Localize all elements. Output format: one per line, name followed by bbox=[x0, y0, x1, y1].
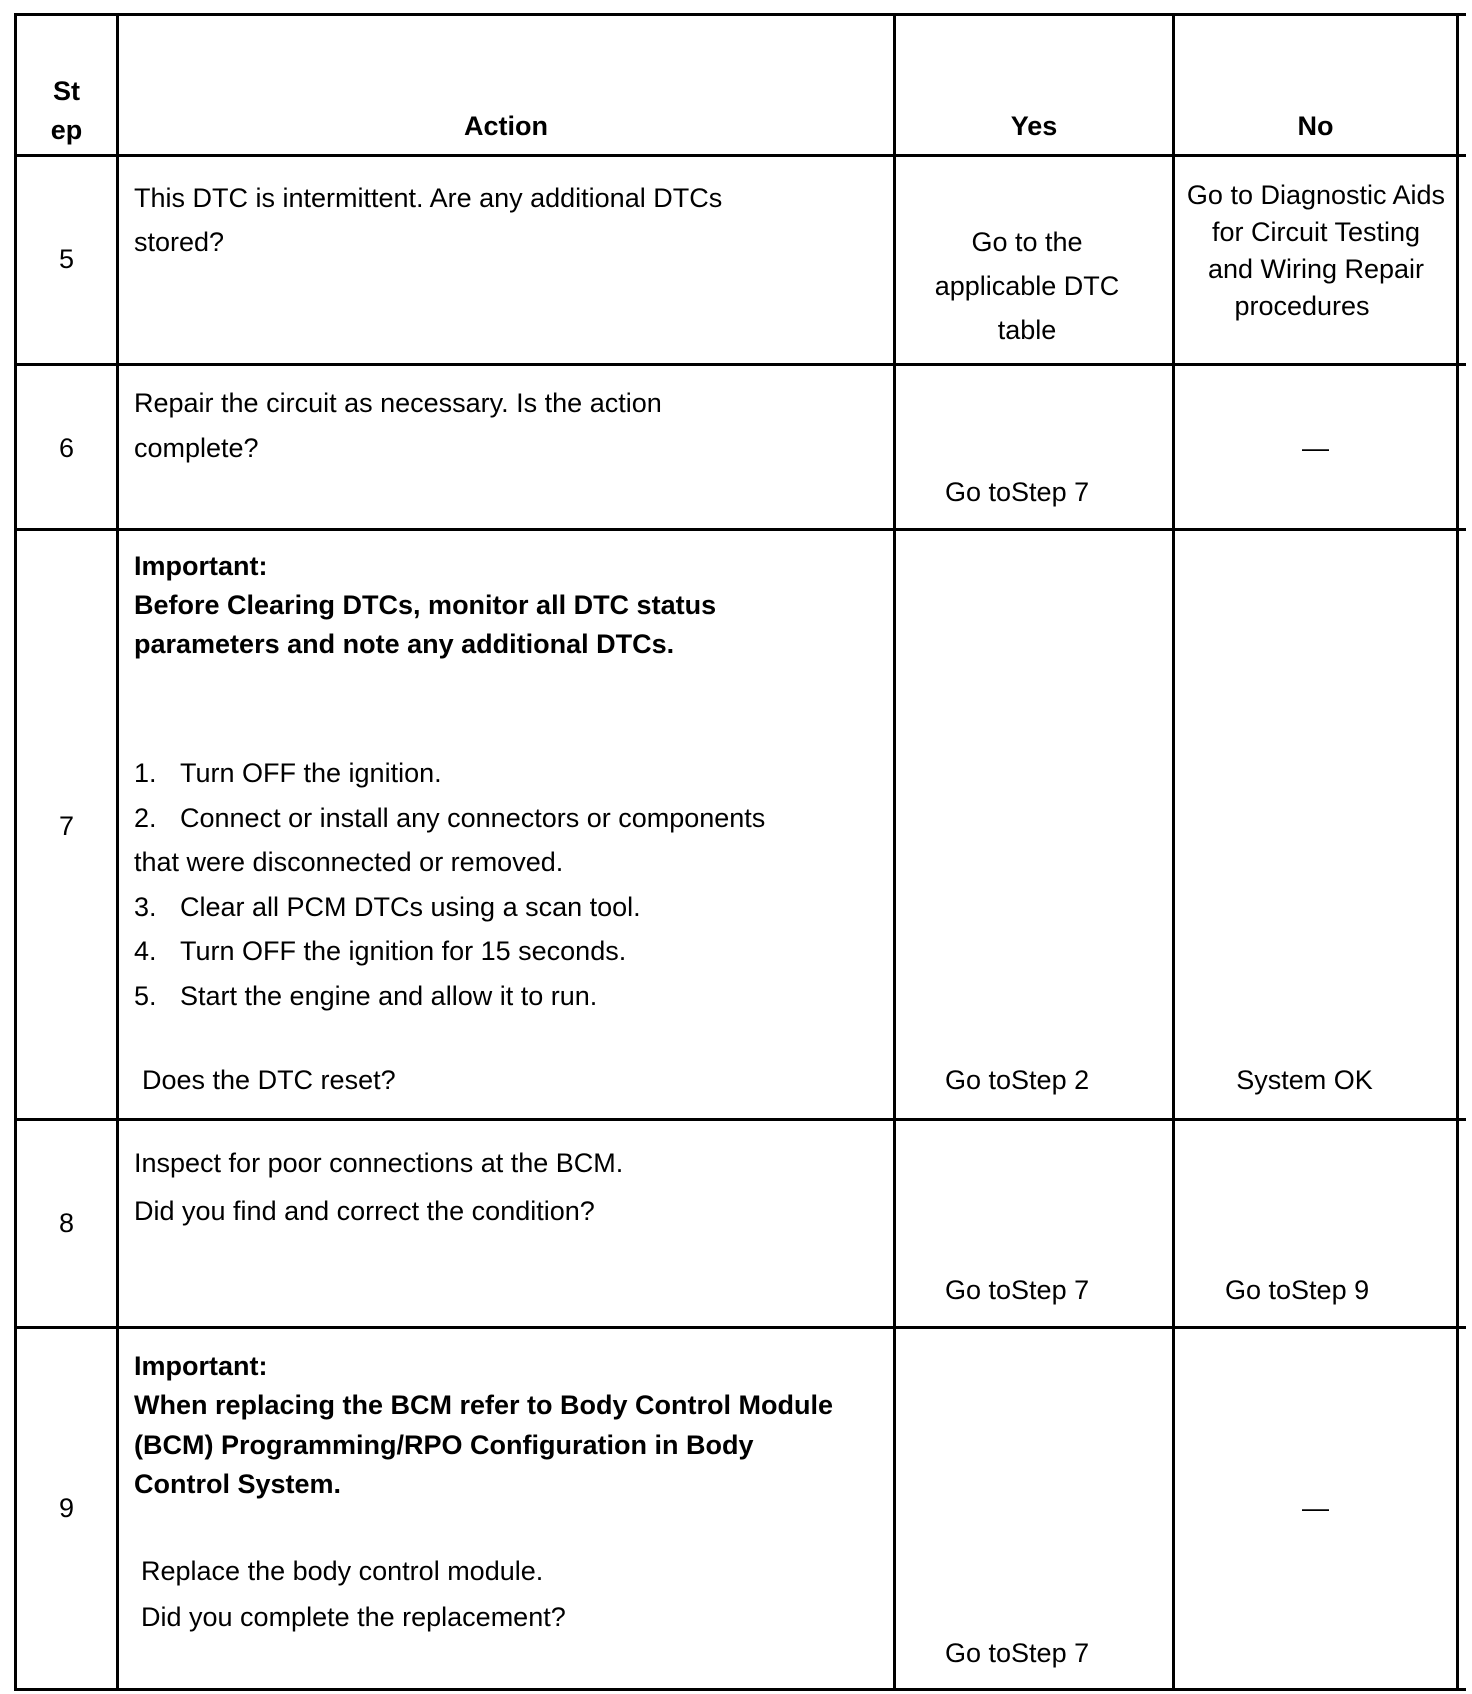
row9-important-line3: Control System. bbox=[134, 1468, 342, 1499]
row7-steps-list bbox=[134, 751, 889, 1019]
row6-yes: Go toStep 7 bbox=[945, 477, 1090, 507]
row5-yes-line3: table bbox=[997, 315, 1057, 345]
row7-important-label: Important: bbox=[134, 551, 268, 581]
row6-action-line2: complete? bbox=[134, 433, 259, 463]
header-yes: Yes bbox=[1010, 111, 1058, 141]
row7-important-line1: Before Clearing DTCs, monitor all DTC status bbox=[134, 590, 717, 620]
row9-yes: Go toStep 7 bbox=[945, 1638, 1090, 1668]
list-item: 2. Connect or install any connectors or components bbox=[134, 802, 766, 833]
border-row7-bottom bbox=[14, 1118, 1466, 1121]
row9-no: — bbox=[1302, 1493, 1329, 1523]
row5-yes-line2: applicable DTC bbox=[934, 271, 1120, 301]
row8-action-line1: Inspect for poor connections at the BCM. bbox=[134, 1148, 624, 1178]
row7-question: Does the DTC reset? bbox=[142, 1065, 396, 1095]
row9-step: 9 bbox=[58, 1493, 75, 1523]
border-col-step bbox=[116, 13, 119, 1691]
row9-important-line1: When replacing the BCM refer to Body Control Module bbox=[134, 1390, 834, 1421]
row5-yes-line1: Go to the bbox=[971, 227, 1083, 257]
row8-action-line2: Did you find and correct the condition? bbox=[134, 1196, 595, 1226]
row5-no bbox=[1176, 177, 1456, 325]
row7-important-line2: parameters and note any additional DTCs. bbox=[134, 629, 675, 659]
row5-no-line4: procedures bbox=[1234, 291, 1370, 321]
list-item: 5. Start the engine and allow it to run. bbox=[134, 980, 598, 1011]
row6-action bbox=[134, 381, 889, 471]
header-step bbox=[17, 72, 116, 150]
border-top bbox=[14, 13, 1466, 16]
row8-action bbox=[134, 1139, 889, 1235]
border-row8-bottom bbox=[14, 1326, 1466, 1329]
border-bottom bbox=[14, 1688, 1466, 1691]
row5-no-line1: Go to Diagnostic Aids bbox=[1186, 180, 1446, 210]
header-step-line2: ep bbox=[50, 115, 83, 145]
row5-no-line3: and Wiring Repair bbox=[1207, 254, 1425, 284]
border-header-bottom bbox=[14, 154, 1466, 157]
row5-no-line2: for Circuit Testing bbox=[1211, 217, 1421, 247]
row7-yes: Go toStep 2 bbox=[945, 1065, 1090, 1095]
border-right bbox=[1456, 13, 1459, 1691]
row5-step: 5 bbox=[58, 244, 75, 274]
row7-no: System OK bbox=[1236, 1065, 1373, 1095]
list-item-continuation: that were disconnected or removed. bbox=[134, 847, 564, 878]
row6-action-line1: Repair the circuit as necessary. Is the action bbox=[134, 388, 662, 418]
list-item: 1. Turn OFF the ignition. bbox=[134, 758, 442, 788]
border-col-yes bbox=[1172, 13, 1175, 1691]
row9-important-label: Important: bbox=[134, 1351, 268, 1381]
header-no: No bbox=[1297, 111, 1334, 141]
row5-action-line1: This DTC is intermittent. Are any additional DTCs bbox=[134, 183, 723, 213]
row5-action bbox=[134, 176, 889, 264]
border-row6-bottom bbox=[14, 528, 1466, 531]
row9-action-line2: Did you complete the replacement? bbox=[141, 1602, 566, 1632]
header-step-line1: St bbox=[53, 76, 80, 106]
row6-step: 6 bbox=[58, 433, 75, 463]
border-row5-bottom bbox=[14, 363, 1466, 366]
list-item: 4. Turn OFF the ignition for 15 seconds. bbox=[134, 936, 627, 967]
row7-step: 7 bbox=[58, 811, 75, 841]
header-action: Action bbox=[464, 111, 548, 141]
row9-action-line1: Replace the body control module. bbox=[141, 1556, 544, 1586]
row8-yes: Go toStep 7 bbox=[945, 1275, 1090, 1305]
row8-no: Go toStep 9 bbox=[1225, 1275, 1370, 1305]
row5-yes bbox=[896, 220, 1158, 352]
row5-action-line2: stored? bbox=[134, 227, 225, 257]
row9-important-line2: (BCM) Programming/RPO Configuration in Body bbox=[134, 1429, 754, 1460]
row8-step: 8 bbox=[58, 1208, 75, 1238]
row6-no: — bbox=[1302, 433, 1329, 463]
row9-action bbox=[141, 1548, 889, 1640]
row7-important bbox=[134, 547, 889, 664]
row9-important bbox=[134, 1347, 889, 1504]
list-item: 3. Clear all PCM DTCs using a scan tool. bbox=[134, 891, 641, 922]
